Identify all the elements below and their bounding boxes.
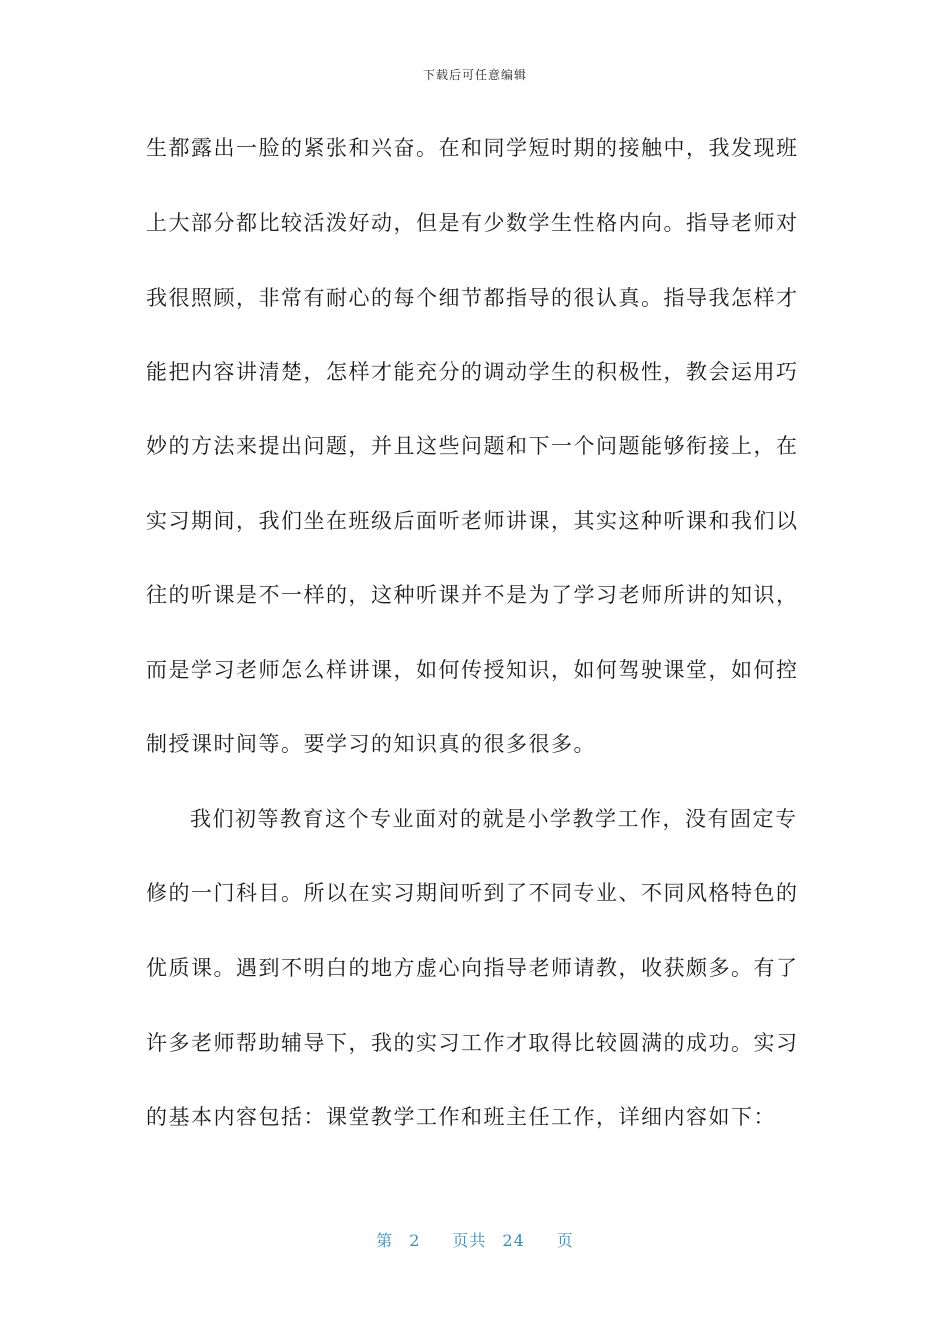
paragraph-2-line-3: 优质课。遇到不明白的地方虚心向指导老师请教，收获颇多。有了 bbox=[146, 956, 799, 980]
paragraph-1-line-1: 生都露出一脸的紧张和兴奋。在和同学短时期的接触中，我发现班 bbox=[146, 136, 799, 160]
paragraph-1-line-7: 往的听课是不一样的，这种听课并不是为了学习老师所讲的知识， bbox=[146, 583, 799, 607]
current-page-number: 2 bbox=[409, 1231, 421, 1250]
page-label-mid: 页共 bbox=[452, 1231, 487, 1250]
total-pages-number: 24 bbox=[502, 1231, 525, 1250]
page-header: 下载后可任意编辑 bbox=[422, 68, 527, 82]
paragraph-2-line-2: 修的一门科目。所以在实习期间听到了不同专业、不同风格特色的 bbox=[146, 881, 799, 905]
paragraph-1-line-5: 妙的方法来提出问题，并且这些问题和下一个问题能够衔接上，在 bbox=[146, 434, 799, 458]
paragraph-1-line-8: 而是学习老师怎么样讲课，如何传授知识，如何驾驶课堂，如何控 bbox=[146, 658, 799, 682]
paragraph-1-line-4: 能把内容讲清楚，怎样才能充分的调动学生的积极性，教会运用巧 bbox=[146, 360, 799, 384]
page-footer bbox=[0, 1228, 950, 1251]
paragraph-2-line-5: 的基本内容包括：课堂教学工作和班主任工作，详细内容如下： bbox=[146, 1105, 776, 1129]
paragraph-2-line-1: 我们初等教育这个专业面对的就是小学教学工作，没有固定专 bbox=[190, 807, 798, 831]
page-label-prefix: 第 bbox=[376, 1231, 394, 1250]
paragraph-2-line-4: 许多老师帮助辅导下，我的实习工作才取得比较圆满的成功。实习 bbox=[146, 1031, 799, 1055]
paragraph-1-line-6: 实习期间，我们坐在班级后面听老师讲课，其实这种听课和我们以 bbox=[146, 509, 799, 533]
paragraph-1-line-9: 制授课时间等。要学习的知识真的很多很多。 bbox=[146, 732, 596, 756]
page-label-suffix: 页 bbox=[556, 1231, 574, 1250]
paragraph-1-line-2: 上大部分都比较活泼好动，但是有少数学生性格内向。指导老师对 bbox=[146, 211, 799, 235]
paragraph-1-line-3: 我很照顾，非常有耐心的每个细节都指导的很认真。指导我怎样才 bbox=[146, 286, 799, 310]
